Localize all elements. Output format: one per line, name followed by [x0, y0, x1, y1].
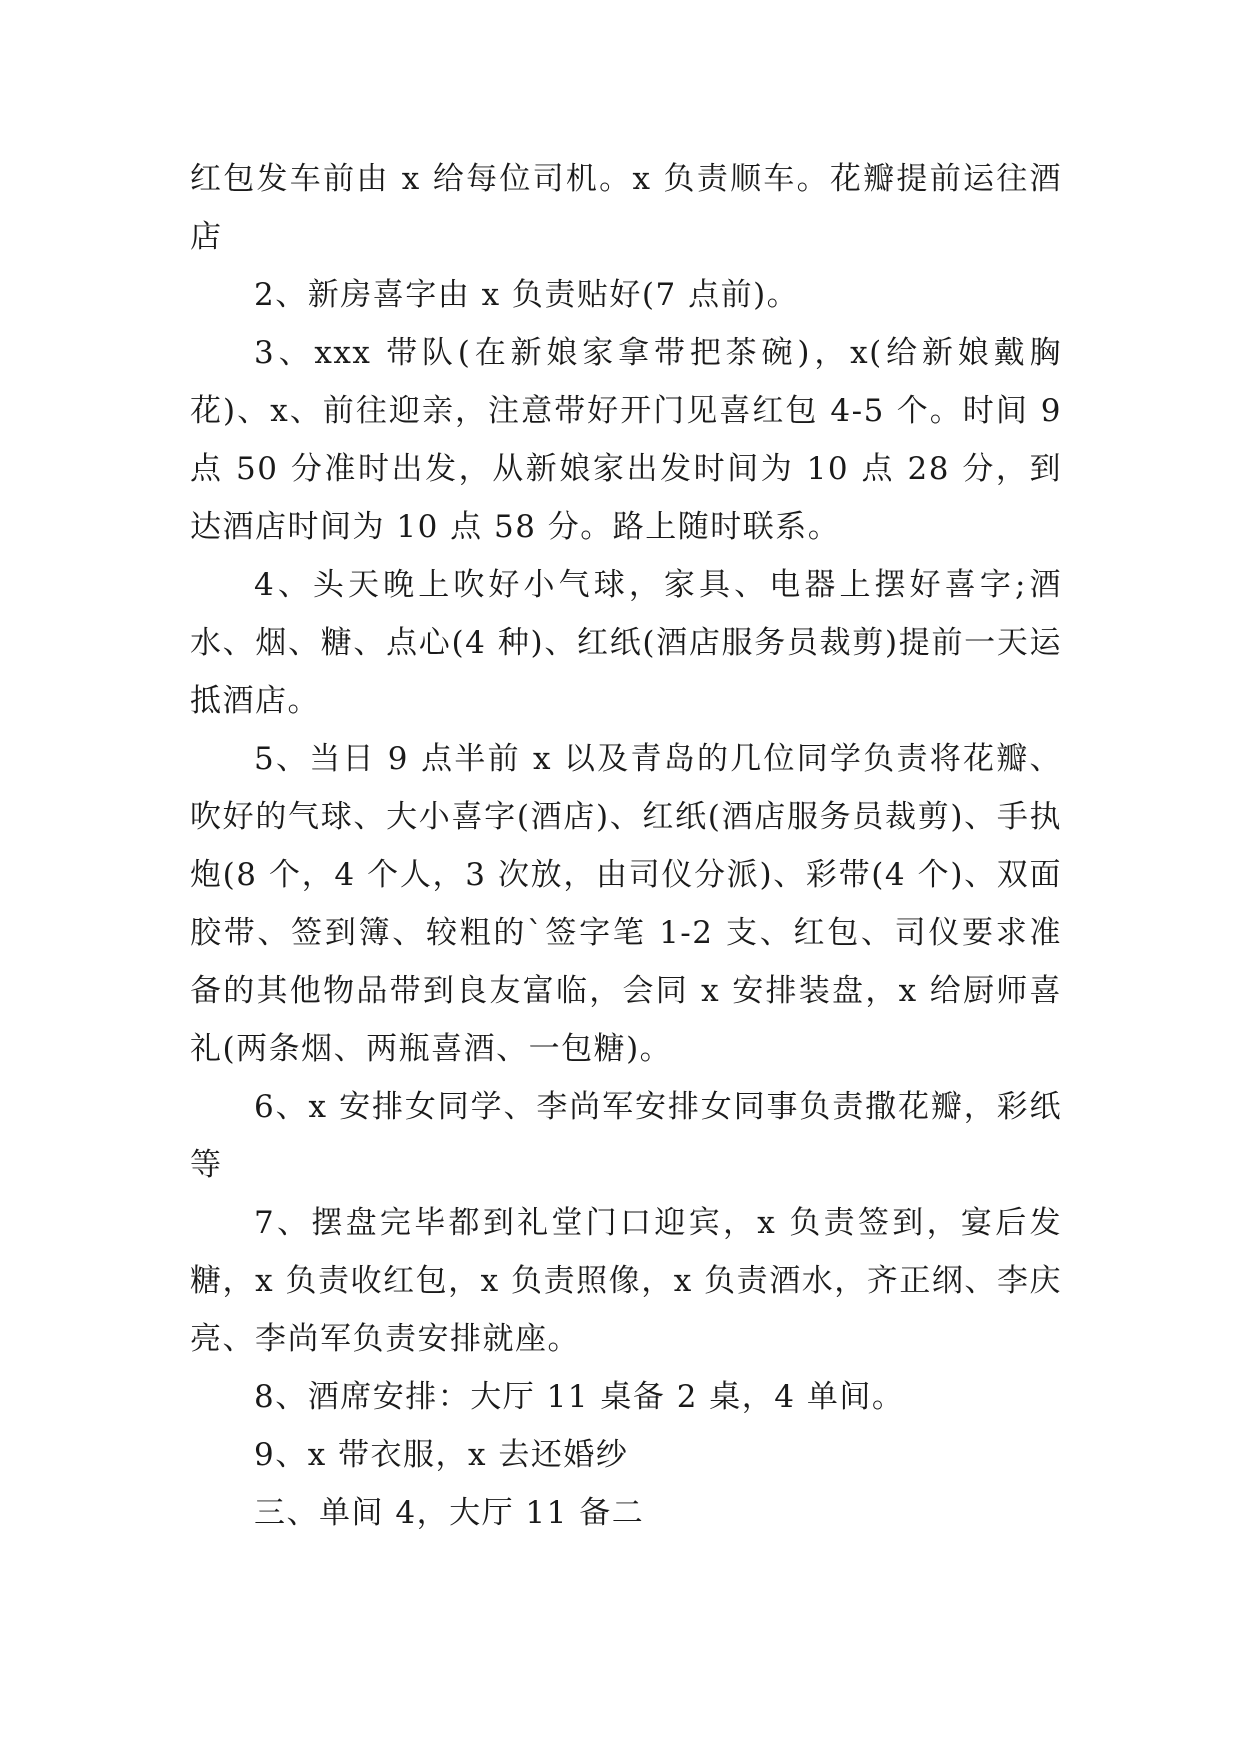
paragraph-item-2: 2、新房喜字由 x 负责贴好(7 点前)。: [254, 277, 800, 313]
paragraph-item-3: 3、xxx 带队(在新娘家拿带把茶碗)，x(给新娘戴胸花)、x、前往迎亲，注意带好开门见喜红包 4-5 个。时间 9 点 50 分准时出发，从新娘家出发时间为 10 点 28 分，到达酒店时间为 10 点 58 分。路上随时联系。: [190, 335, 1062, 545]
paragraph-red-envelope: 红包发车前由 x 给每位司机。x 负责顺车。花瓣提前运往酒店: [190, 161, 1062, 255]
paragraph-item-5: 5、当日 9 点半前 x 以及青岛的几位同学负责将花瓣、吹好的气球、大小喜字(酒店)、红纸(酒店服务员裁剪)、手执炮(8 个，4 个人，3 次放，由司仪分派)、彩带(4 个)、双面胶带、签到簿、较粗的`签字笔 1-2 支、红包、司仪要求准备的其他物品带到良友富临，会同 x 安排装盘，x 给厨师喜礼(两条烟、两瓶喜酒、一包糖)。: [190, 741, 1062, 1067]
paragraph-item-4: 4、头天晚上吹好小气球，家具、电器上摆好喜字;酒水、烟、糖、点心(4 种)、红纸(酒店服务员裁剪)提前一天运抵酒店。: [190, 567, 1062, 719]
paragraph-item-7: 7、摆盘完毕都到礼堂门口迎宾，x 负责签到，宴后发糖，x 负责收红包，x 负责照像，x 负责酒水，齐正纲、李庆亮、李尚军负责安排就座。: [190, 1205, 1062, 1357]
paragraph-item-8: 8、酒席安排：大厅 11 桌备 2 桌，4 单间。: [254, 1379, 905, 1415]
section-heading-three: 三、单间 4，大厅 11 备二: [254, 1495, 645, 1531]
paragraph-item-6: 6、x 安排女同学、李尚军安排女同事负责撒花瓣，彩纸等: [190, 1089, 1062, 1183]
paragraph-item-9: 9、x 带衣服，x 去还婚纱: [254, 1437, 629, 1473]
document-page: [190, 150, 1062, 1542]
